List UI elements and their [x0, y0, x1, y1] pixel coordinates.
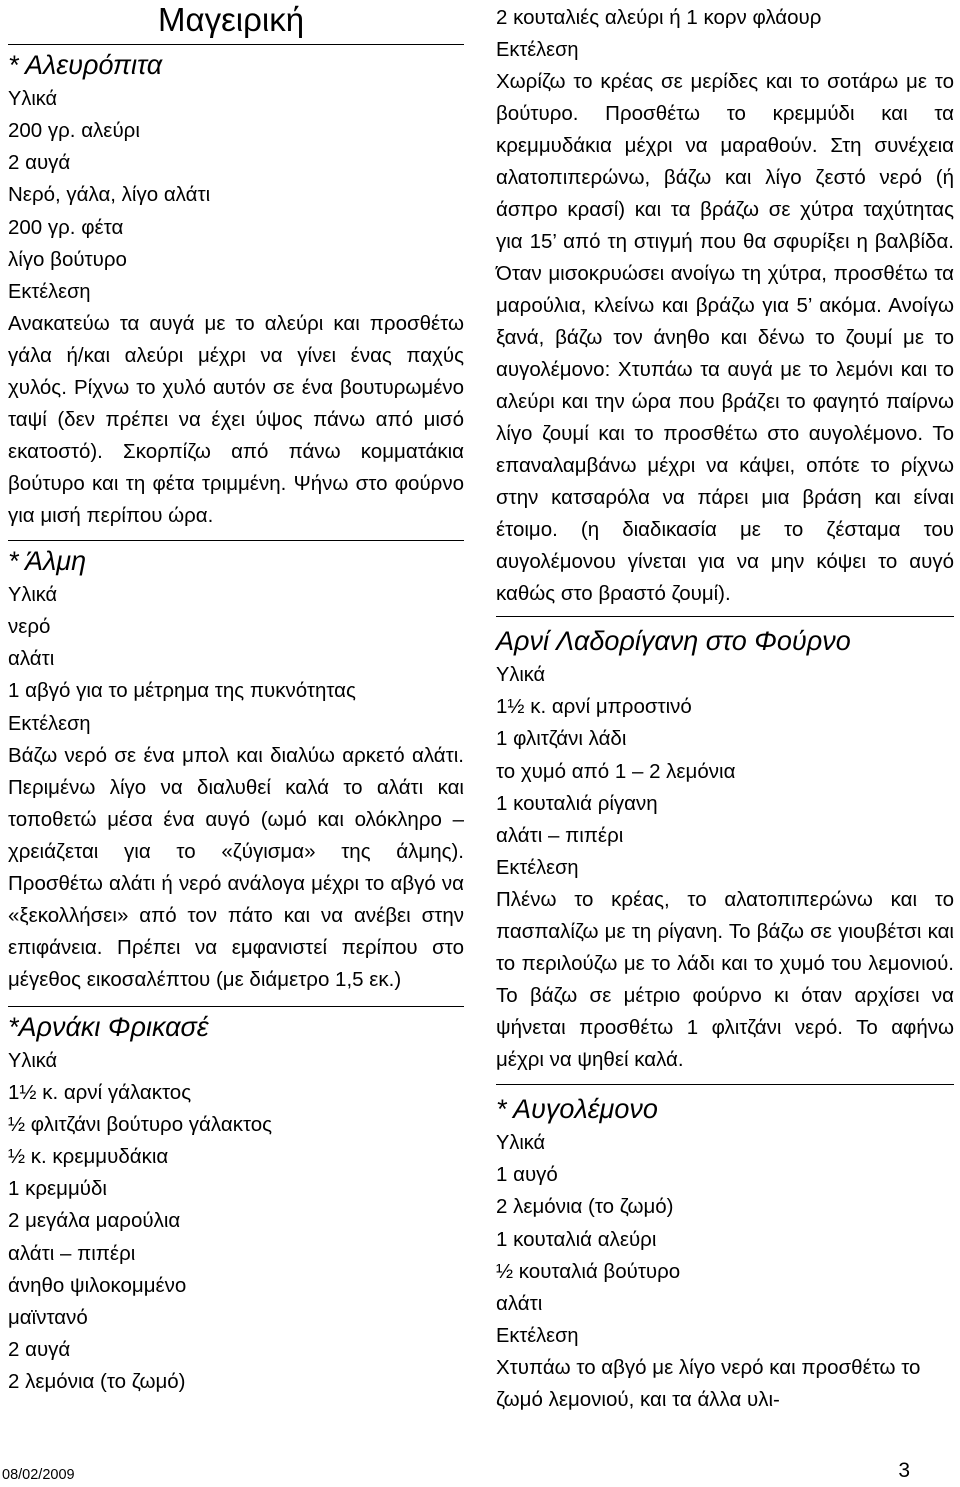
recipe-title: * Αυγολέμονο	[496, 1094, 658, 1125]
ingredient-item: 2 μεγάλα μαρούλια	[8, 1209, 181, 1233]
ingredient-item: λίγο βούτυρο	[8, 247, 127, 271]
ingredient-item: 200 γρ. φέτα	[8, 215, 124, 239]
ingredients-list	[496, 2, 954, 34]
ingredient-item: 1 αβγό για το μέτρημα της πυκνότητας	[8, 679, 356, 703]
recipe-title: * Αλευρόπιτα	[8, 50, 163, 80]
recipe-frikase-continued	[496, 2, 954, 610]
ingredient-item: αλάτι	[496, 1292, 543, 1316]
method-text: Πλένω το κρέας, το αλατοπιπερώνω και το πασπαλίζω με τη ρίγανη. Το βάζω σε γιουβέτσι και το περιλούζω με το λάδι και το χυμό του λεμονιού. Το βάζω σε μέτριο φούρνο κι όταν αρχίσει να ψήνεται προσθέτω 1 φλιτζάνι νερό. Το αφήνω μέχρι να ψηθεί καλά.	[496, 888, 954, 1072]
ingredient-item: αλάτι	[8, 647, 55, 671]
recipe-almi	[8, 540, 464, 996]
ingredients-list	[8, 611, 464, 708]
method-text: Ανακατεύω τα αυγά με το αλεύρι και προσθέτω γάλα ή/και αλεύρι μέχρι να γίνει ένας παχύς χυλός. Ρίχνω το χυλό αυτόν σε ένα βουτυρωμένο ταψί (δεν πρέπει να έχει ύψος πάνω από μισό εκατοστό). Σκορπίζω από πάνω κομματάκια βούτυρο και τη φέτα τριμμένη. Ψήνω στο φούρνο για μισή περίπου ώρα.	[8, 312, 464, 528]
ingredient-item: ½ κουταλιά βούτυρο	[496, 1259, 681, 1283]
recipe-title: * Άλμη	[8, 546, 87, 577]
ingredients-label: Υλικά	[496, 1132, 546, 1155]
ingredient-item: νερό	[8, 615, 51, 639]
ingredient-item: Νερό, γάλα, λίγο αλάτι	[8, 183, 211, 207]
method-label: Εκτέλεση	[496, 1325, 579, 1348]
ingredient-item: μαϊντανό	[8, 1306, 88, 1330]
ingredients-label: Υλικά	[8, 88, 58, 110]
footer-date: 08/02/2009	[2, 1467, 75, 1483]
ingredient-item: 2 λεμόνια (το ζωμό)	[8, 1370, 186, 1394]
recipe-frikase	[8, 1006, 464, 1399]
ingredient-item: 2 κουταλιές αλεύρι ή 1 κορν φλάουρ	[496, 6, 822, 29]
method-label: Εκτέλεση	[496, 857, 579, 880]
ingredients-label: Υλικά	[496, 664, 546, 687]
ingredients-list	[496, 1159, 954, 1320]
ingredient-item: ½ κ. κρεμμυδάκια	[8, 1145, 169, 1169]
right-column	[496, 2, 954, 1416]
ingredient-item: 2 αυγά	[8, 1338, 71, 1362]
ingredient-item: 1½ κ. αρνί μπροστινό	[496, 695, 692, 719]
ingredient-item: 1½ κ. αρνί γάλακτος	[8, 1080, 192, 1104]
ingredients-label: Υλικά	[8, 584, 58, 607]
page-number: 3	[898, 1459, 910, 1482]
ingredient-item: αλάτι – πιπέρι	[496, 824, 624, 848]
ingredient-item: 1 φλιτζάνι λάδι	[496, 727, 627, 751]
method-text: Βάζω νερό σε ένα μπολ και διαλύω αρκετό αλάτι. Περιμένω λίγο να διαλυθεί καλά το αλάτι και τοποθετώ μέσα ένα αυγό (ωμό και ολόκληρο – χρειάζεται για το «ζύγισμα» της άλμης). Προσθέτω αλάτι ή νερό ανάλογα μέχρι το αβγό να «ξεκολλήσει» από τον πάτο και να ανέβει στην επιφάνεια. Πρέπει να εμφανιστεί περίπου στο μέγεθος εικοσαλέπτου (με διάμετρο 1,5 εκ.)	[8, 743, 464, 991]
ingredients-label: Υλικά	[8, 1049, 58, 1072]
recipe-title: Αρνί Λαδορίγανη στο Φούρνο	[496, 626, 851, 657]
ingredients-list	[496, 691, 954, 852]
page-title: Μαγειρική	[158, 1, 305, 38]
ingredient-item: ½ φλιτζάνι βούτυρο γάλακτος	[8, 1112, 273, 1136]
ingredient-item: 1 αυγό	[496, 1163, 558, 1187]
recipe-title: *Αρνάκι Φρικασέ	[8, 1011, 209, 1042]
method-text: Χωρίζω το κρέας σε μερίδες και το σοτάρω με το βούτυρο. Προσθέτω το κρεμμύδι και τα κρεμμυδάκια μέχρι να μαραθούν. Στη συνέχεια αλατοπιπερώνω, βάζω και λίγο ζεστό νερό (ή άσπρο κρασί) και τα βράζω σε χύτρα ταχύτητας για 15’ από τη στιγμή που θα σφυρίξει η βαλβίδα. Όταν μισοκρυώσει ανοίγω τη χύτρα, προσθέτω τα μαρούλια, κλείνω και βράζω για 5’ ακόμα. Ανοίγω ξανά, βάζω τον άνηθο και δένω το ζουμί με το αυγολέμονο: Χτυπάω τα αυγά με το λεμόνι και το αλεύρι και την ώρα που βράζει το φαγητό παίρνω λίγο ζουμί και το προσθέτω στο αυγολέμονο. Το επαναλαμβάνω μέχρι να κάψει, οπότε το ρίχνω στην κατσαρόλα να πάρει μια βράση και είναι έτοιμο. (η διαδικασία με το ζέσταμα του αυγολέμονου γίνεται για να μην κόψει το αυγό καθώς στο βραστό ζουμί).	[496, 70, 954, 606]
ingredient-item: 1 κρεμμύδι	[8, 1177, 107, 1201]
method-label: Εκτέλεση	[8, 712, 91, 735]
method-label: Εκτέλεση	[496, 39, 579, 62]
ingredient-item: 2 λεμόνια (το ζωμό)	[496, 1195, 674, 1219]
ingredient-item: αλάτι – πιπέρι	[8, 1241, 136, 1265]
ingredient-item: το χυμό από 1 – 2 λεμόνια	[496, 759, 736, 783]
left-column	[8, 44, 464, 1399]
ingredient-item: 1 κουταλιά αλεύρι	[496, 1227, 657, 1251]
recipe-alevropita	[8, 44, 464, 532]
method-text: Χτυπάω το αβγό με λίγο νερό και προσθέτω το ζωμό λεμονιού, και τα άλλα υλι-	[496, 1356, 921, 1412]
method-label: Εκτέλεση	[8, 281, 91, 304]
ingredient-item: 2 αυγά	[8, 151, 71, 175]
ingredients-list	[8, 1077, 464, 1399]
recipe-avgolemono	[496, 1084, 954, 1416]
ingredients-list	[8, 115, 464, 276]
ingredient-item: 1 κουταλιά ρίγανη	[496, 791, 658, 815]
ingredient-item: άνηθο ψιλοκομμένο	[8, 1273, 187, 1297]
recipe-ladorigani	[496, 616, 954, 1076]
ingredient-item: 200 γρ. αλεύρι	[8, 119, 140, 142]
